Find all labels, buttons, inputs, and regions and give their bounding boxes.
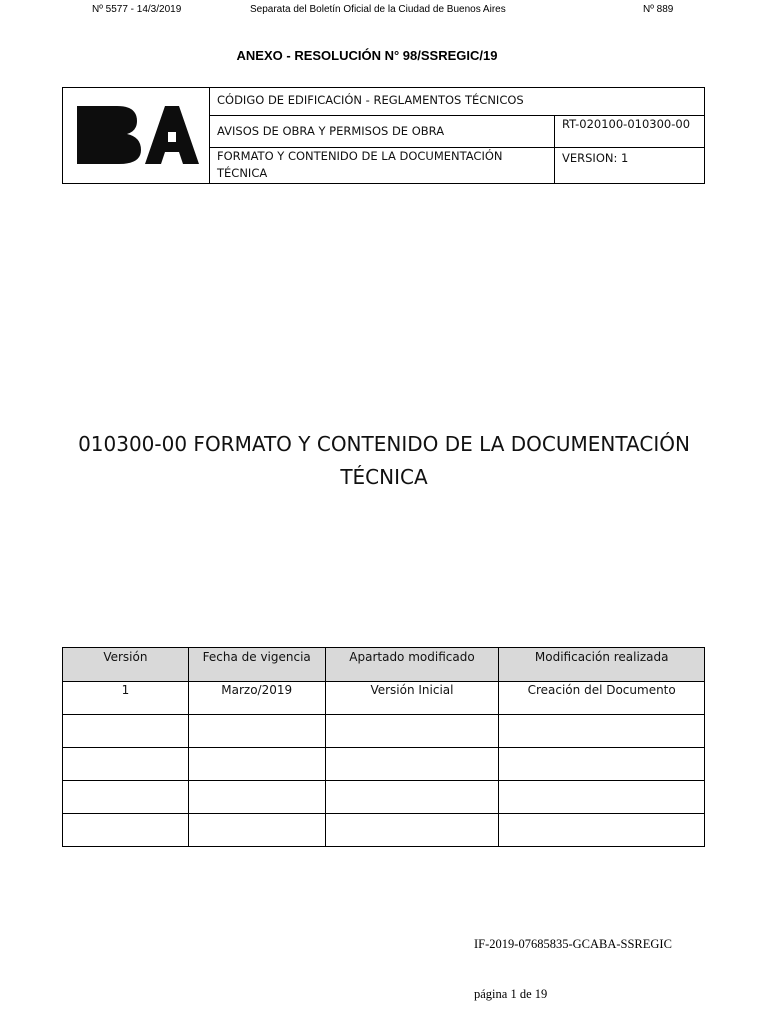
table-cell: Creación del Documento — [499, 682, 705, 715]
table-cell: Marzo/2019 — [188, 682, 325, 715]
table-row — [63, 682, 705, 715]
column-header-section-modified: Apartado modificado — [325, 648, 499, 682]
table-cell: 1 — [63, 682, 189, 715]
document-version: VERSION: 1 — [562, 151, 629, 165]
document-identifier: IF-2019-07685835-GCABA-SSREGIC — [474, 937, 672, 951]
table-cell — [325, 715, 499, 748]
column-header-modification: Modificación realizada — [499, 648, 705, 682]
header-format-line1: FORMATO Y CONTENIDO DE LA DOCUMENTACIÓN — [217, 149, 503, 163]
table-cell — [63, 715, 189, 748]
table-cell — [325, 814, 499, 847]
annex-title: ANEXO - RESOLUCIÓN N° 98/SSREGIC/19 — [236, 48, 498, 63]
table-cell — [325, 748, 499, 781]
header-format-line2: TÉCNICA — [217, 166, 268, 180]
table-cell — [499, 715, 705, 748]
table-cell — [188, 814, 325, 847]
document-header-box — [62, 87, 705, 184]
page-counter: página 1 de 19 — [474, 987, 548, 1001]
table-row — [63, 781, 705, 814]
table-cell — [63, 781, 189, 814]
main-title-line2: TÉCNICA — [340, 465, 428, 489]
table-cell — [188, 781, 325, 814]
document-code-cell — [554, 116, 704, 147]
header-row-format — [210, 148, 704, 183]
table-cell — [499, 814, 705, 847]
header-row-code-section — [210, 88, 704, 116]
table-cell — [63, 814, 189, 847]
header-code-section: CÓDIGO DE EDIFICACIÓN - REGLAMENTOS TÉCNICOS — [217, 93, 524, 107]
ba-logo — [75, 102, 199, 168]
column-header-version: Versión — [63, 648, 189, 682]
table-cell: Versión Inicial — [325, 682, 499, 715]
running-header-page-number: Nº 889 — [643, 4, 674, 15]
header-row-permits — [210, 116, 704, 148]
column-header-effective-date: Fecha de vigencia — [188, 648, 325, 682]
table-cell — [499, 748, 705, 781]
version-cell — [554, 148, 704, 183]
running-header-issue: Nº 5577 - 14/3/2019 — [92, 4, 182, 15]
version-history-table — [62, 647, 705, 847]
table-header-row — [63, 648, 705, 682]
table-row — [63, 748, 705, 781]
table-row — [63, 715, 705, 748]
table-cell — [499, 781, 705, 814]
table-cell — [188, 748, 325, 781]
main-title — [0, 428, 768, 494]
header-permits-title: AVISOS DE OBRA Y PERMISOS DE OBRA — [217, 124, 445, 138]
running-header-publication: Separata del Boletín Oficial de la Ciudad de Buenos Aires — [250, 4, 506, 15]
table-cell — [63, 748, 189, 781]
table-row — [63, 814, 705, 847]
table-cell — [188, 715, 325, 748]
main-title-line1: 010300-00 FORMATO Y CONTENIDO DE LA DOCUMENTACIÓN — [78, 432, 690, 456]
logo-cell — [63, 88, 210, 183]
table-cell — [325, 781, 499, 814]
document-code: RT-020100-010300-00 — [562, 117, 691, 131]
